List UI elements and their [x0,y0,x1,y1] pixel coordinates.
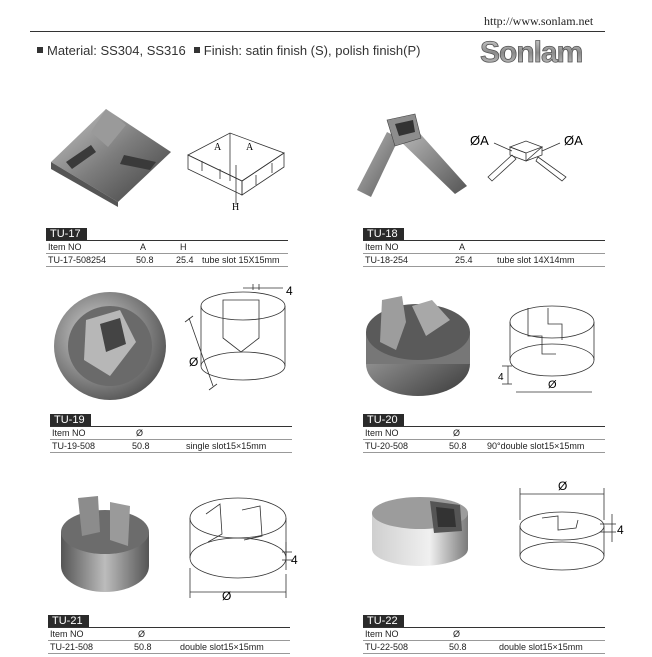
svg-text:ØA: ØA [470,133,489,148]
tu18-drawing [468,125,603,190]
table-header-row: Item NO Ø [48,627,290,641]
svg-text:Ø: Ø [189,355,199,369]
tu17-photo [46,107,181,207]
svg-text:Ø: Ø [548,379,557,391]
svg-text:ØA: ØA [564,133,583,148]
svg-text:Ø: Ø [222,589,232,603]
tu21-photo [58,492,152,594]
bullet-icon [194,47,200,53]
table-row: TU-21-508 50.8 double slot15×15mm [48,641,290,654]
tu19-code-badge: TU-19 [50,414,91,426]
tu21-drawing [182,488,300,608]
tu17-code-badge: TU-17 [46,228,87,240]
svg-text:Sonlam: Sonlam [480,36,583,68]
material-finish-line [37,43,421,58]
svg-text:H: H [232,202,240,213]
svg-text:4: 4 [617,523,624,537]
table-header-row: Item NO A H [46,240,288,254]
svg-text:4: 4 [498,372,504,383]
tu20-drawing [498,296,604,402]
svg-text:4: 4 [291,553,298,567]
table-header-row: Item NO Ø [363,426,605,440]
tu20-code-badge: TU-20 [363,414,404,426]
tu20-spec-table [363,426,605,453]
tu17-drawing [184,125,292,213]
finish-text: Finish: satin finish (S), polish finish(P) [203,43,421,58]
svg-text:4: 4 [286,284,293,298]
tu17-spec-table [46,240,288,267]
tu22-code-badge: TU-22 [363,615,404,627]
tu22-photo [370,493,475,568]
tu18-photo [355,102,473,200]
table-header-row: Item NO Ø [363,627,605,641]
tu20-photo [362,292,474,400]
tu18-code-badge: TU-18 [363,228,404,240]
website-url: http://www.sonlam.net [484,14,594,28]
tu21-code-badge: TU-21 [48,615,89,627]
header-rule [30,31,605,32]
svg-text:A: A [246,142,254,153]
tu19-spec-table [50,426,292,453]
tu19-drawing [183,282,298,400]
svg-text:A: A [214,142,222,153]
svg-text:Ø: Ø [558,479,568,493]
table-row: TU-22-508 50.8 double slot15×15mm [363,641,605,654]
table-row: TU-17-508254 50.8 25.4 tube slot 15X15mm [46,254,288,267]
table-row: TU-20-508 50.8 90°double slot15×15mm [363,440,605,453]
table-row: TU-18-254 25.4 tube slot 14X14mm [363,254,605,267]
material-text: Material: SS304, SS316 [47,43,186,58]
tu22-drawing [512,476,632,574]
table-row: TU-19-508 50.8 single slot15×15mm [50,440,292,453]
tu18-spec-table [363,240,605,267]
bullet-icon [37,47,43,53]
tu22-spec-table [363,627,605,654]
tu19-photo [50,290,170,402]
table-header-row: Item NO Ø [50,426,292,440]
tu21-spec-table [48,627,290,654]
table-header-row: Item NO A [363,240,605,254]
sonlam-logo [478,34,608,68]
